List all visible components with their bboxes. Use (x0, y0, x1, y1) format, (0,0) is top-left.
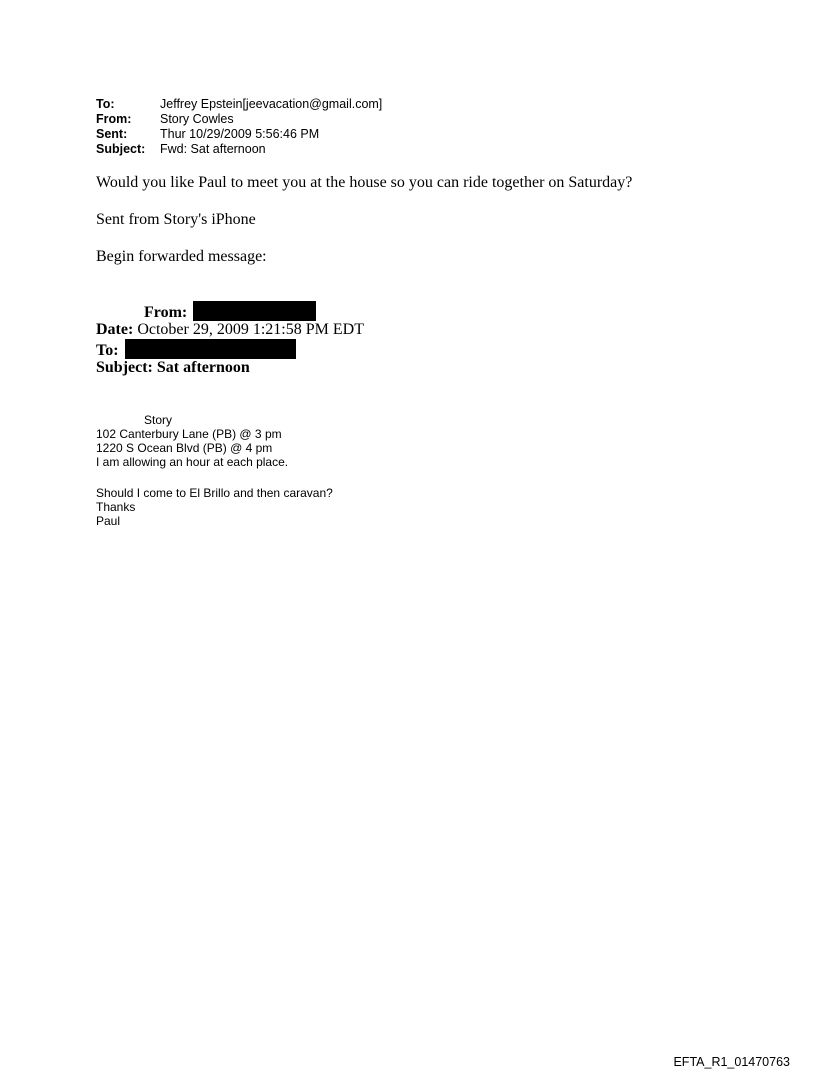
forward-intro: Begin forwarded message: (96, 248, 267, 265)
forwarded-from-row (144, 301, 316, 322)
email-header (96, 97, 382, 157)
sent-row (96, 127, 382, 142)
document-id: EFTA_R1_01470763 (673, 1055, 790, 1069)
forwarded-date-label: Date: (96, 321, 134, 338)
sent-value: Thur 10/29/2009 5:56:46 PM (160, 127, 320, 141)
forwarded-greeting: Story (144, 413, 173, 427)
subject-value: Fwd: Sat afternoon (160, 142, 266, 156)
forwarded-body-line: Paul (96, 514, 121, 528)
redaction-bar (125, 339, 296, 359)
forwarded-date-row (96, 320, 364, 339)
forwarded-subject-label: Subject: (96, 359, 153, 376)
message-signature: Sent from Story's iPhone (96, 211, 256, 228)
forwarded-subject-row (96, 358, 250, 377)
forwarded-body-line: Should I come to El Brillo and then caravan? (96, 486, 333, 500)
redaction-bar (193, 301, 316, 321)
message-line: Would you like Paul to meet you at the house so you can ride together on Saturday? (96, 174, 633, 191)
forwarded-from-label: From: (144, 304, 188, 321)
from-row (96, 112, 382, 127)
to-row (96, 97, 382, 112)
forwarded-body-line: 102 Canterbury Lane (PB) @ 3 pm (96, 427, 282, 441)
forwarded-body-line: Thanks (96, 500, 136, 514)
to-label: To: (96, 97, 115, 111)
forwarded-body-line: I am allowing an hour at each place. (96, 455, 289, 469)
to-value: Jeffrey Epstein[jeevacation@gmail.com] (160, 97, 383, 111)
forwarded-to-label: To: (96, 342, 119, 359)
from-value: Story Cowles (160, 112, 234, 126)
from-label: From: (96, 112, 132, 126)
forwarded-body-line: 1220 S Ocean Blvd (PB) @ 4 pm (96, 441, 273, 455)
subject-label: Subject: (96, 142, 146, 156)
forwarded-to-row (96, 339, 296, 360)
forwarded-date-value: October 29, 2009 1:21:58 PM EDT (137, 321, 364, 338)
sent-label: Sent: (96, 127, 128, 141)
forwarded-subject-value: Sat afternoon (156, 359, 250, 376)
subject-row (96, 142, 382, 157)
